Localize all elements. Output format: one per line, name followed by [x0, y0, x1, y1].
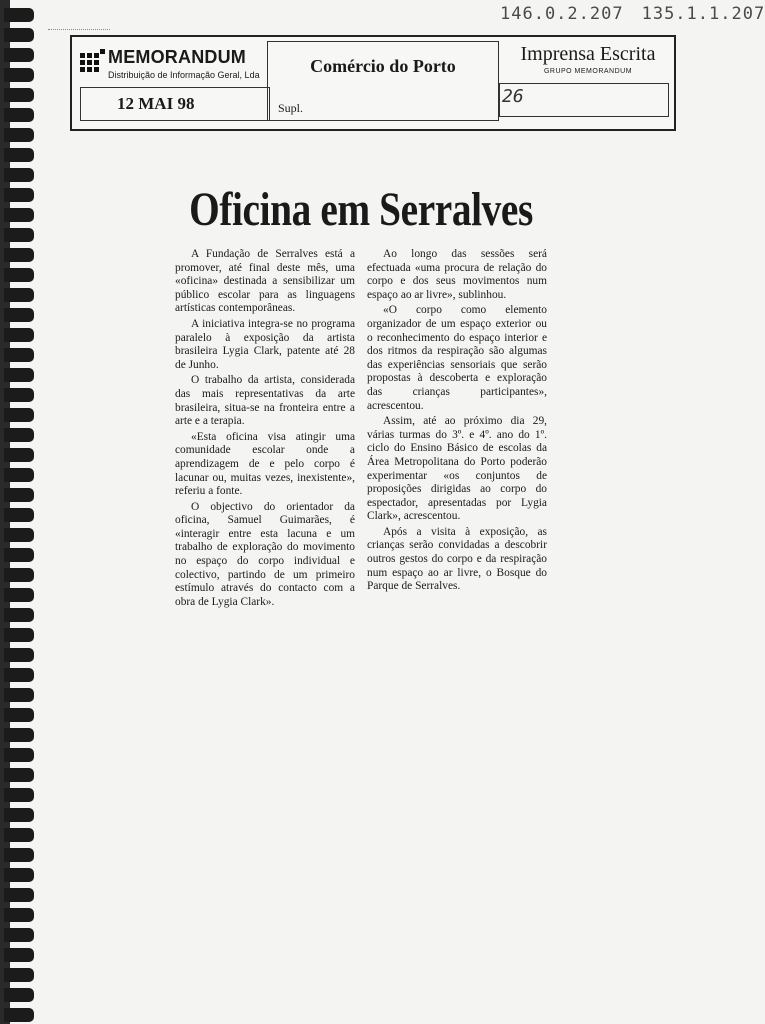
press-subtitle: GRUPO MEMORANDUM [543, 68, 633, 75]
binding-ring [4, 768, 34, 782]
section-label: Supl. [278, 101, 304, 115]
binding-ring [4, 928, 34, 942]
paragraph: O trabalho da artista, considerada das mais representativas da arte brasileira, situa-se na fronteira entre a arte e a terapia. [175, 374, 355, 428]
binding-ring [4, 588, 34, 602]
binding-ring [4, 648, 34, 662]
binding-ring [4, 908, 34, 922]
paragraph: A Fundação de Serralves está a promover, até final deste mês, uma «oficina» destinada a sensibilizar um público escolar para as linguagens artísticas contemporâneas. [175, 248, 355, 315]
paragraph: Assim, até ao próximo dia 29, várias turmas do 3º. e 4º. ano do 1º. ciclo do Ensino Básico de escolas da Área Metropolitana do Porto poderão experimentar «os conjuntos de proposições dirigidas ao corpo do espectador, apresentadas por Lygia Clark», acrescentou. [367, 415, 547, 523]
binding-ring [4, 868, 34, 882]
binding-ring [4, 608, 34, 622]
binding-ring [4, 48, 34, 62]
binding-ring [4, 828, 34, 842]
dotted-line [48, 29, 110, 30]
paragraph: A iniciativa integra-se no programa paralelo à exposição da artista brasileira Lygia Clark, patente até 28 de Junho. [175, 317, 355, 371]
binding-ring [4, 528, 34, 542]
binding-ring [4, 428, 34, 442]
binding-ring [4, 788, 34, 802]
page-number-box [499, 83, 669, 117]
page-number: 26 [502, 86, 524, 107]
binding-ring [4, 8, 34, 22]
brand-tagline: Distribuição de Informação Geral, Lda [108, 70, 260, 80]
paragraph: O objectivo do orientador da oficina, Samuel Guimarães, é «interagir entre esta lacuna e um trabalho de exploração do movimento no espaço do corpo individual e colectivo, partindo de um primeiro estímulo através do contacto com a obra de Lygia Clark». [175, 500, 355, 608]
binding-ring [4, 668, 34, 682]
binding-ring [4, 28, 34, 42]
binding-ring [4, 328, 34, 342]
binding-ring [4, 268, 34, 282]
binding-ring [4, 408, 34, 422]
binding-ring [4, 1008, 34, 1022]
publication-date: 12 MAI 98 [117, 94, 195, 113]
paragraph: Após a visita à exposição, as crianças serão convidadas a descobrir outros gestos do corpo e da respiração num espaço ao ar livre, o Bosque do Parque de Serralves. [367, 525, 547, 593]
binding-ring [4, 448, 34, 462]
paragraph: «O corpo como elemento organizador de um espaço exterior ou o reconhecimento do espaço interior e dos ritmos da respiração são algumas das experiências sensoriais que serão propostas à descoberta e exploração das crianças participantes», acrescentou. [367, 304, 547, 412]
binding-ring [4, 988, 34, 1002]
date-box [80, 87, 270, 121]
binding-ring [4, 388, 34, 402]
binding-ring [4, 128, 34, 142]
binding-ring [4, 888, 34, 902]
binding-ring [4, 88, 34, 102]
binding-ring [4, 808, 34, 822]
binding-ring [4, 188, 34, 202]
binding-ring [4, 548, 34, 562]
memorandum-logo-icon [80, 49, 106, 75]
binding-ring [4, 728, 34, 742]
binding-ring [4, 568, 34, 582]
binding-ring [4, 488, 34, 502]
binding-ring [4, 628, 34, 642]
binding-ring [4, 948, 34, 962]
paragraph: Ao longo das sessões será efectuada «uma procura de relação do corpo e dos seus movimentos num espaço ao ar livre», sublinhou. [367, 248, 547, 301]
archive-code-1: 146.0.2.207 [500, 4, 624, 24]
binding-ring [4, 228, 34, 242]
binding-ring [4, 968, 34, 982]
paragraph: «Esta oficina visa atingir uma comunidade escolar onde a aprendizagem de e pelo corpo é lacunar ou, muitas vezes, inexistente», referiu a fonte. [175, 430, 355, 498]
binding-ring [4, 248, 34, 262]
binding-ring [4, 848, 34, 862]
article-column-left [175, 248, 355, 611]
archive-codes [500, 4, 765, 24]
press-title: Imprensa Escrita [520, 43, 656, 65]
binding-ring [4, 148, 34, 162]
clipping-header [70, 35, 676, 131]
binding-ring [4, 368, 34, 382]
article-headline: Oficina em Serralves [189, 183, 533, 236]
archive-code-2: 135.1.1.207 [641, 4, 765, 24]
binding-ring [4, 688, 34, 702]
binding-ring [4, 68, 34, 82]
binding-ring [4, 708, 34, 722]
newspaper-box [267, 41, 499, 121]
binding-ring [4, 288, 34, 302]
binding-ring [4, 308, 34, 322]
newspaper-name: Comércio do Porto [310, 56, 456, 76]
binding-ring [4, 168, 34, 182]
article-column-right [367, 248, 547, 596]
binding-ring [4, 468, 34, 482]
binding-ring [4, 508, 34, 522]
binding-ring [4, 108, 34, 122]
binding-ring [4, 748, 34, 762]
binding-ring [4, 348, 34, 362]
memorandum-brand [80, 45, 270, 85]
brand-name: MEMORANDUM [108, 47, 246, 67]
spiral-binding [0, 0, 44, 1024]
binding-ring [4, 208, 34, 222]
